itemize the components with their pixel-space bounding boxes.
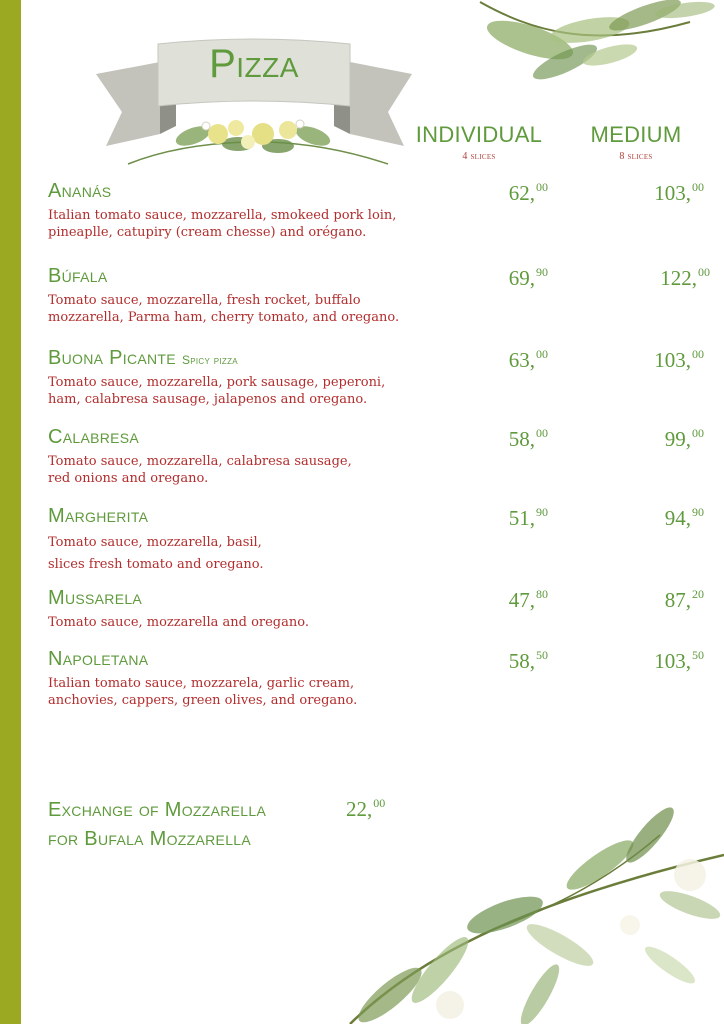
price-medium: 87,20 (664, 587, 704, 612)
olive-branch-top-icon (470, 0, 724, 90)
price-medium: 94,90 (664, 505, 704, 530)
exchange-line-1: Exchange of Mozzarella (48, 799, 267, 821)
price-individual: 47,80 (508, 587, 548, 612)
menu-item-calabresa (48, 426, 708, 487)
item-name: Calabresa (48, 426, 140, 448)
column-sublabel: 4 slices (462, 151, 496, 162)
item-name: Ananás (48, 180, 112, 202)
item-description: Tomato sauce, mozzarella, calabresa sausage, red onions and oregano. (48, 454, 352, 486)
menu-item-mussarela (48, 587, 708, 631)
price-medium: 103,00 (654, 180, 704, 205)
item-note: Spicy pizza (181, 353, 238, 367)
item-description: Italian tomato sauce, mozzarella, smokeed pork loin, pineaplle, catupiry (cream chesse) and orégano. (48, 208, 397, 240)
item-name: Margherita (48, 505, 149, 527)
item-description: Tomato sauce, mozzarella and oregano. (48, 615, 309, 630)
menu-item-margherita (48, 505, 708, 576)
exchange-line-2: for Bufala Mozzarella (48, 828, 252, 850)
item-description: Tomato sauce, mozzarella, pork sausage, peperoni, ham, calabresa sausage, jalapenos and oregano. (48, 375, 386, 407)
column-label: INDIVIDUAL (415, 122, 543, 147)
price-individual: 58,00 (508, 426, 548, 451)
price-individual: 62,00 (508, 180, 548, 205)
item-name: Búfala (48, 265, 108, 287)
item-name: Mussarela (48, 587, 143, 609)
menu-item-ananas (48, 180, 708, 241)
price-individual: 63,00 (508, 347, 548, 372)
exchange-note (48, 796, 266, 854)
item-name: Buona Picante Spicy pizza (48, 347, 238, 369)
side-bar (0, 0, 21, 1024)
column-sublabel: 8 slices (619, 151, 653, 162)
menu-item-bufala (48, 265, 708, 326)
column-label: MEDIUM (590, 122, 682, 147)
price-medium: 99,00 (664, 426, 704, 451)
item-description: Tomato sauce, mozzarella, fresh rocket, buffalo mozzarella, Parma ham, cherry tomato, and oregano. (48, 293, 400, 325)
olive-branch-bottom-icon (330, 795, 724, 1024)
page-title: Pizza (209, 42, 299, 86)
price-medium: 103,50 (654, 648, 704, 673)
column-header-medium (582, 122, 690, 162)
price-medium: 103,00 (654, 347, 704, 372)
menu-item-napoletana (48, 648, 708, 709)
item-description: Tomato sauce, mozzarella, basil, slices fresh tomato and oregano. (48, 535, 264, 572)
column-header-individual (412, 122, 546, 162)
item-name: Napoletana (48, 648, 149, 670)
price-individual: 51,90 (508, 505, 548, 530)
exchange-price: 22,00 (346, 796, 386, 821)
price-medium: 122,00 (660, 265, 710, 290)
item-description: Italian tomato sauce, mozzarela, garlic cream, anchovies, cappers, green olives, and oregano. (48, 676, 358, 708)
price-individual: 58,50 (508, 648, 548, 673)
title-banner (88, 34, 420, 174)
menu-item-buona-picante (48, 347, 708, 408)
price-individual: 69,90 (508, 265, 548, 290)
